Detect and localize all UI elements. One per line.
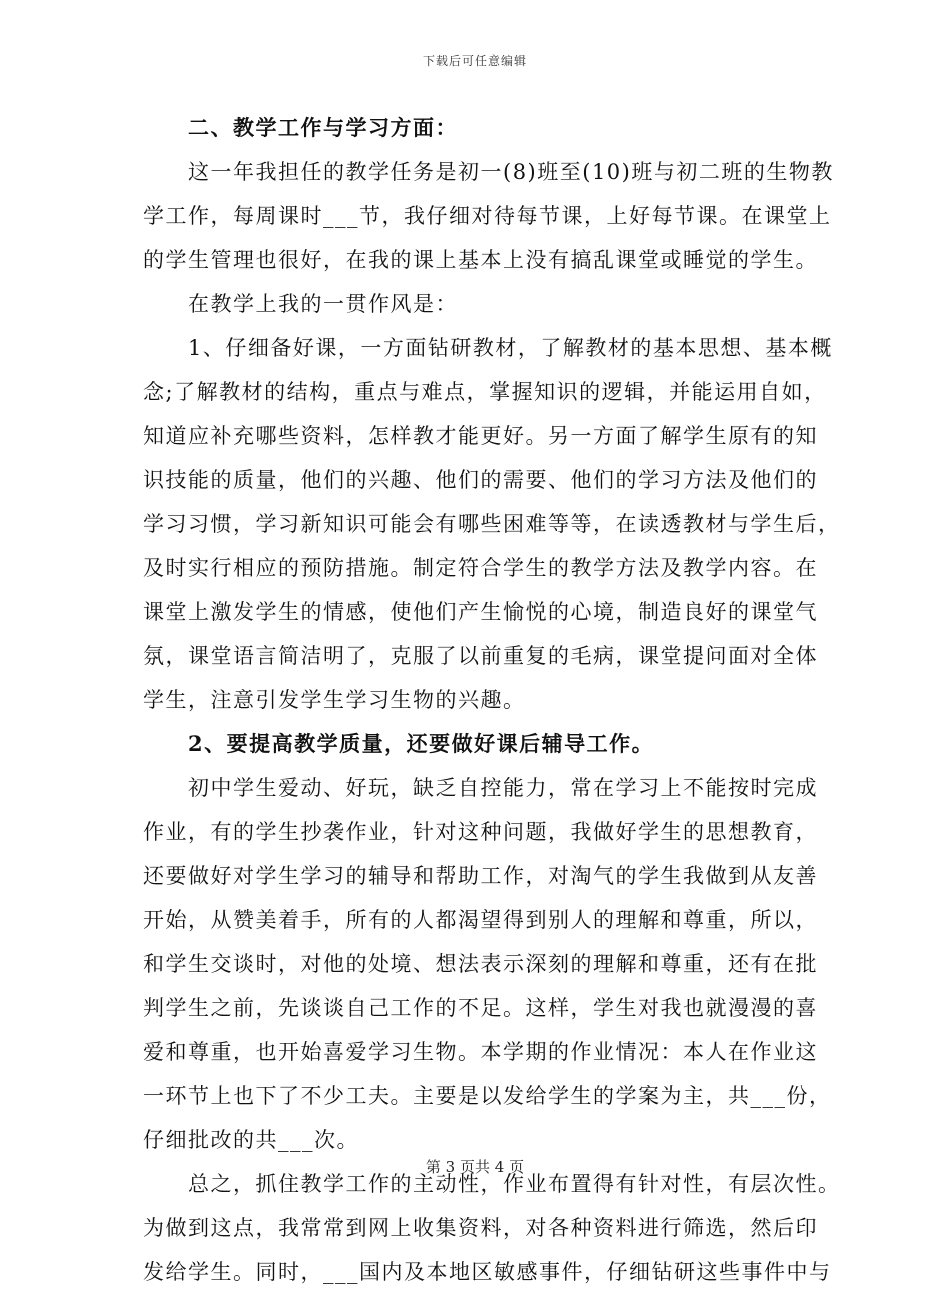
paragraph-line: 念;了解教材的结构，重点与难点，掌握知识的逻辑，并能运用自如， <box>143 380 827 404</box>
paragraph-line: 和学生交谈时，对他的处境、想法表示深刻的理解和尊重，还有在批 <box>143 952 818 976</box>
page-header: 下载后可任意编辑 <box>422 54 527 68</box>
paragraph-line: 作业，有的学生抄袭作业，针对这种问题，我做好学生的思想教育， <box>143 820 818 844</box>
paragraph-line: 的学生管理也很好，在我的课上基本上没有搞乱课堂或睡觉的学生。 <box>143 248 818 272</box>
paragraph-line: 一环节上也下了不少工夫。主要是以发给学生的学案为主，共___份， <box>143 1084 832 1108</box>
paragraph-line: 学习习惯，学习新知识可能会有哪些困难等等，在读透教材与学生后， <box>143 512 841 536</box>
paragraph-line: 这一年我担任的教学任务是初一(8)班至(10)班与初二班的生物教 <box>188 160 834 184</box>
paragraph-line: 1、仔细备好课，一方面钻研教材，了解教材的基本思想、基本概 <box>188 336 833 360</box>
paragraph-line: 学生，注意引发学生学习生物的兴趣。 <box>143 688 526 712</box>
paragraph-line: 判学生之前，先谈谈自己工作的不足。这样，学生对我也就漫漫的喜 <box>143 996 818 1020</box>
document-body <box>143 106 841 1294</box>
paragraph-line: 知道应补充哪些资料，怎样教才能更好。另一方面了解学生原有的知 <box>143 424 818 448</box>
paragraph-line: 仔细批改的共___次。 <box>143 1128 359 1152</box>
paragraph-line: 氛，课堂语言简洁明了，克服了以前重复的毛病，课堂提问面对全体 <box>143 644 818 668</box>
paragraph-line: 为做到这点，我常常到网上收集资料，对各种资料进行筛选，然后印 <box>143 1216 818 1240</box>
paragraph-line: 爱和尊重，也开始喜爱学习生物。本学期的作业情况：本人在作业这 <box>143 1040 818 1064</box>
paragraph-line: 识技能的质量，他们的兴趣、他们的需要、他们的学习方法及他们的 <box>143 468 818 492</box>
paragraph-line: 发给学生。同时，___国内及本地区敏感事件，仔细钻研这些事件中与 <box>143 1260 832 1284</box>
paragraph-line: 开始，从赞美着手，所有的人都渴望得到别人的理解和尊重，所以， <box>143 908 818 932</box>
section-heading-teaching: 二、教学工作与学习方面： <box>188 115 458 140</box>
page-number-footer: 第 3 页共 4 页 <box>425 1158 525 1176</box>
paragraph-line: 初中学生爱动、好玩，缺乏自控能力，常在学习上不能按时完成 <box>188 776 818 800</box>
paragraph-line: 总之，抓住教学工作的主动性，作业布置得有针对性，有层次性。 <box>188 1172 841 1196</box>
paragraph-line: 在教学上我的一贯作风是： <box>188 292 458 316</box>
paragraph-line: 还要做好对学生学习的辅导和帮助工作，对淘气的学生我做到从友善 <box>143 864 818 888</box>
paragraph-line: 课堂上激发学生的情感，使他们产生愉悦的心境，制造良好的课堂气 <box>143 600 818 624</box>
paragraph-line: 及时实行相应的预防措施。制定符合学生的教学方法及教学内容。在 <box>143 556 818 580</box>
section-heading-tutoring: 2、要提高教学质量，还要做好课后辅导工作。 <box>188 731 655 756</box>
paragraph-line: 学工作，每周课时___节，我仔细对待每节课，上好每节课。在课堂上 <box>143 204 832 228</box>
